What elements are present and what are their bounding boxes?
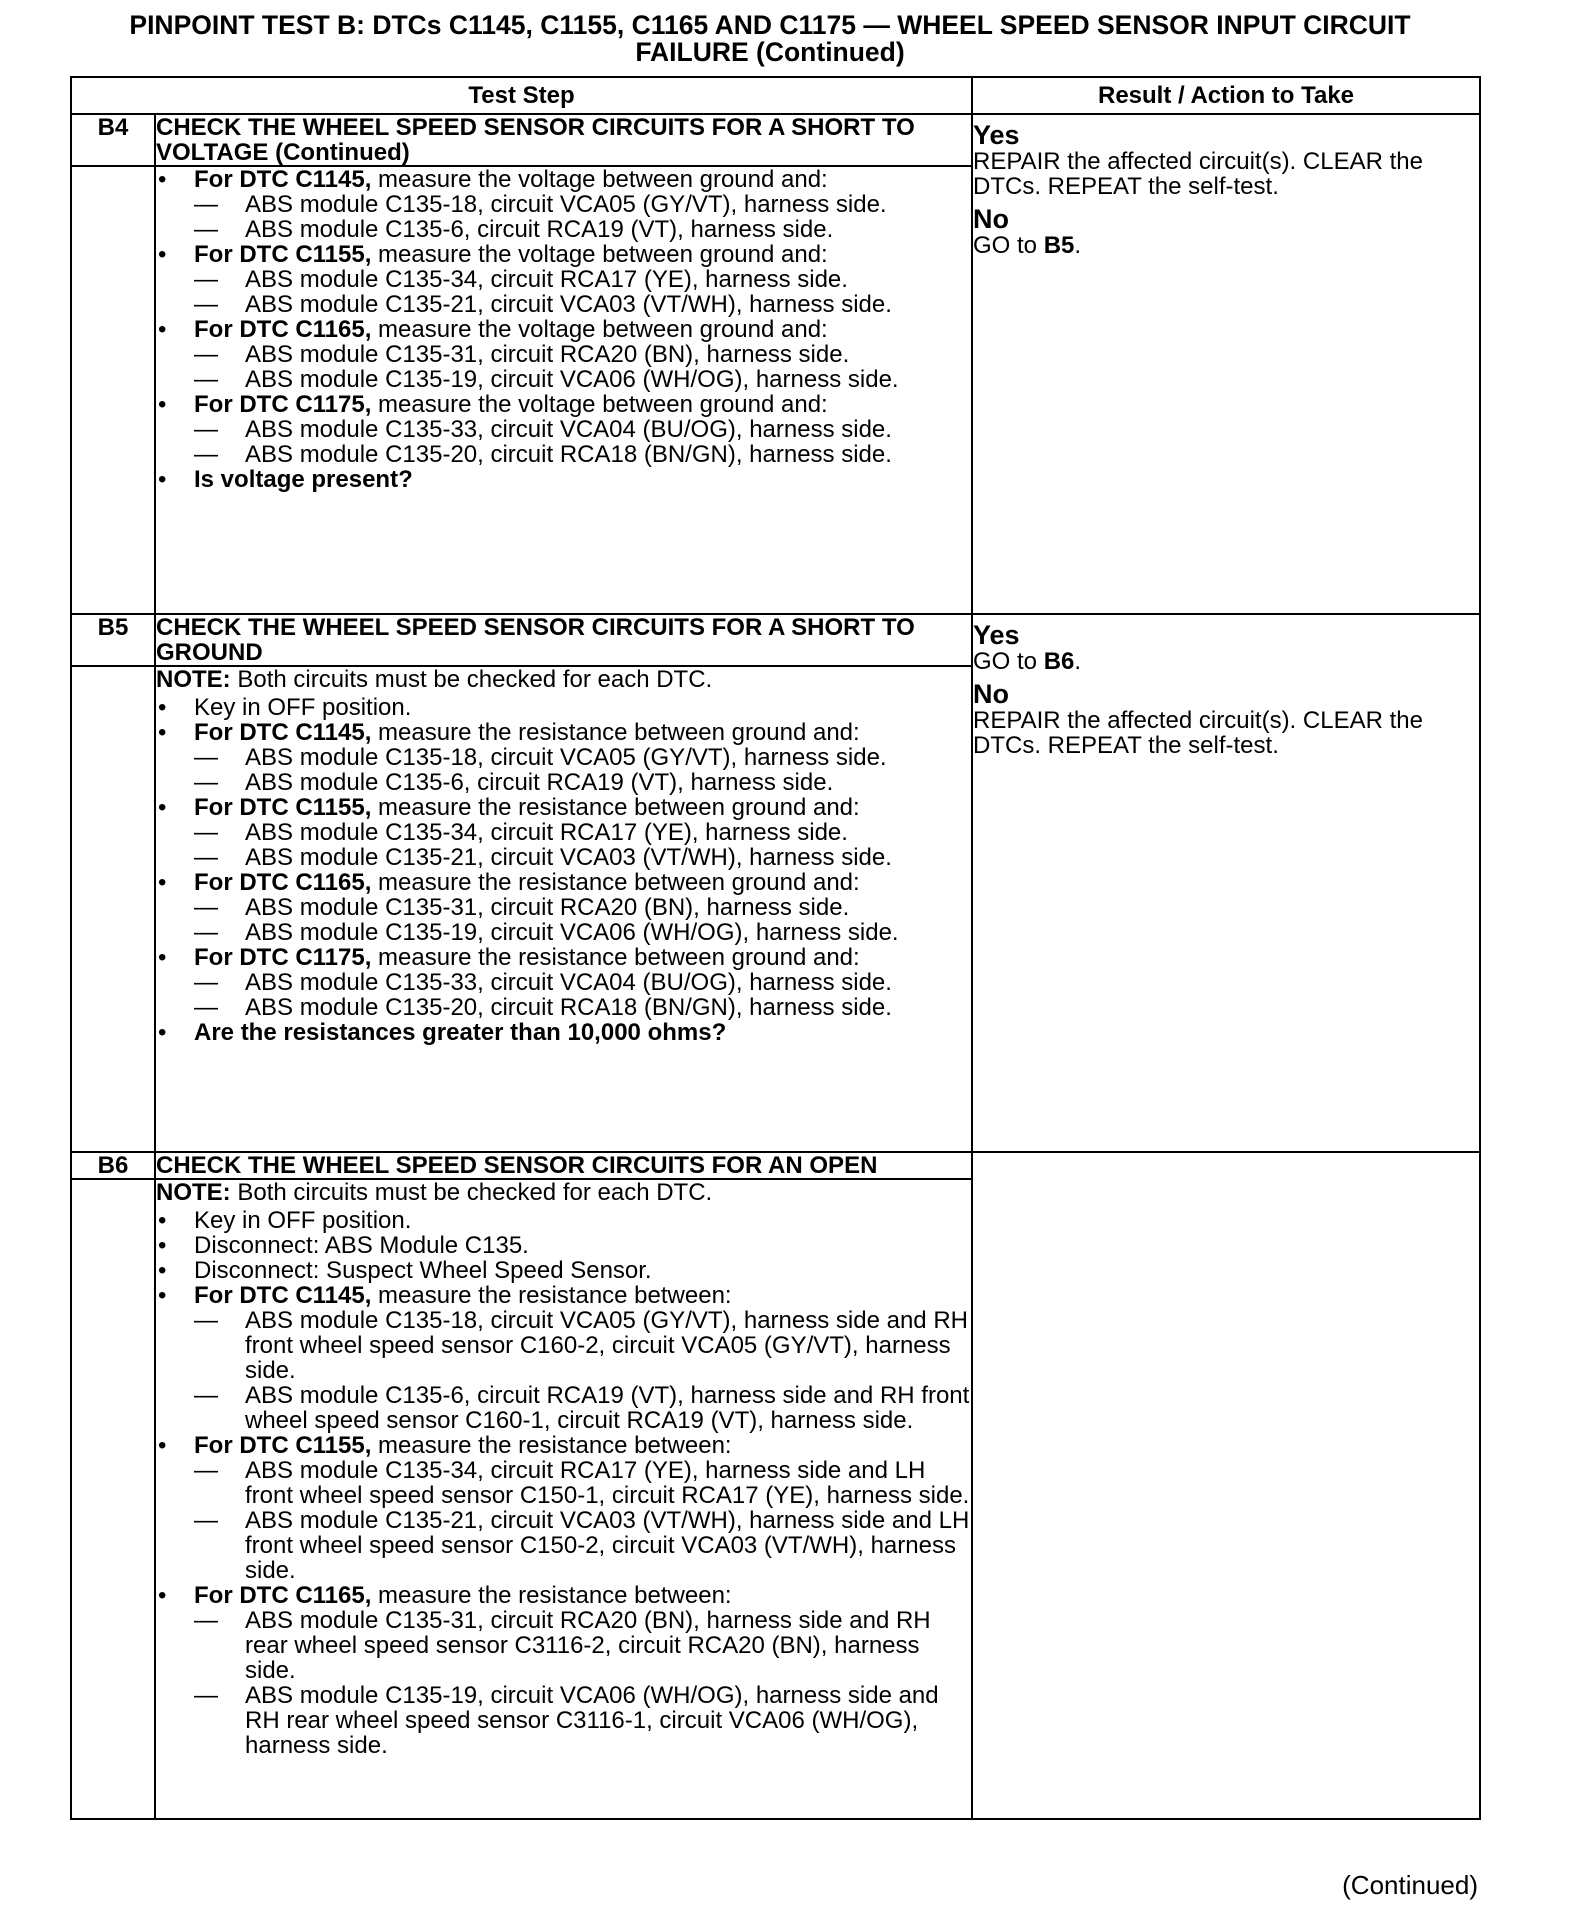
step-b4-bullet-list	[156, 167, 971, 492]
list-item: • For DTC C1145, measure the resistance between: — ABS module C135-18, circuit VCA05 (GY/VT), harness side and RH front wheel speed sensor C160-2, circuit VCA05 (GY/VT), harness side. — ABS module C135-6, circuit RCA19 (VT), harness side and RH front wheel speed sensor C160-1, circuit RCA19 (VT), harness side.	[156, 1283, 971, 1433]
column-header-result: Result / Action to Take	[972, 77, 1480, 114]
result-no-label: No	[973, 204, 1009, 234]
list-subitem: — ABS module C135-18, circuit VCA05 (GY/VT), harness side.	[194, 745, 971, 770]
list-subitem: — ABS module C135-31, circuit RCA20 (BN), harness side.	[194, 895, 971, 920]
result-yes-suffix: .	[1074, 648, 1082, 675]
list-item-question: • Is voltage present?	[156, 467, 971, 492]
list-item: • For DTC C1175, measure the voltage between ground and: — ABS module C135-33, circuit VCA04 (BU/OG), harness side. — ABS module C135-20, circuit RCA18 (BN/GN), harness side.	[156, 392, 971, 467]
step-b5-result	[972, 614, 1480, 1152]
list-subitem: — ABS module C135-19, circuit VCA06 (WH/OG), harness side.	[194, 367, 971, 392]
list-subitem: — ABS module C135-6, circuit RCA19 (VT), harness side and RH front wheel speed sensor C160-1, circuit RCA19 (VT), harness side.	[194, 1383, 971, 1433]
list-item: • For DTC C1165, measure the voltage between ground and: — ABS module C135-31, circuit RCA20 (BN), harness side. — ABS module C135-19, circuit VCA06 (WH/OG), harness side.	[156, 317, 971, 392]
page-title: PINPOINT TEST B: DTCs C1145, C1155, C1165 AND C1175 — WHEEL SPEED SENSOR INPUT CIRCUIT FAILURE (Continued)	[129, 10, 1411, 67]
list-subitem: — ABS module C135-21, circuit VCA03 (VT/WH), harness side and LH front wheel speed sensor C150-2, circuit VCA03 (VT/WH), harness side.	[194, 1508, 971, 1583]
result-no-step-ref: B5	[1043, 232, 1075, 259]
result-no-suffix: .	[1074, 232, 1082, 259]
result-yes-label: Yes	[973, 120, 1020, 150]
list-item-question: • Are the resistances greater than 10,000 ohms?	[156, 1020, 971, 1045]
step-b4-result	[972, 114, 1480, 614]
list-subitem: — ABS module C135-31, circuit RCA20 (BN), harness side and RH rear wheel speed sensor C3116-2, circuit RCA20 (BN), harness side.	[194, 1608, 971, 1683]
result-yes-text: REPAIR the affected circuit(s). CLEAR the DTCs. REPEAT the self-test.	[973, 148, 1423, 200]
step-number: B4	[71, 114, 155, 166]
pinpoint-test-table	[70, 76, 1481, 1820]
list-item: • For DTC C1155, measure the voltage between ground and: — ABS module C135-34, circuit RCA17 (YE), harness side. — ABS module C135-21, circuit VCA03 (VT/WH), harness side.	[156, 242, 971, 317]
list-subitem: — ABS module C135-19, circuit VCA06 (WH/OG), harness side.	[194, 920, 971, 945]
note: NOTE: Both circuits must be checked for each DTC.	[156, 1179, 713, 1206]
list-subitem: — ABS module C135-6, circuit RCA19 (VT), harness side.	[194, 217, 971, 242]
list-item: • For DTC C1165, measure the resistance between ground and: — ABS module C135-31, circuit RCA20 (BN), harness side. — ABS module C135-19, circuit VCA06 (WH/OG), harness side.	[156, 870, 971, 945]
step-number-spacer	[71, 166, 155, 614]
list-item: • For DTC C1155, measure the resistance between: — ABS module C135-34, circuit RCA17 (YE), harness side and LH front wheel speed sensor C150-1, circuit RCA17 (YE), harness side. — ABS module C135-21, circuit VCA03 (VT/WH), harness side and LH front wheel speed sensor C150-2, circuit VCA03 (VT/WH), harness side.	[156, 1433, 971, 1583]
step-b6-bullet-list	[156, 1208, 971, 1758]
list-item: • For DTC C1145, measure the resistance between ground and: — ABS module C135-18, circuit VCA05 (GY/VT), harness side. — ABS module C135-6, circuit RCA19 (VT), harness side.	[156, 720, 971, 795]
continued-footer: (Continued)	[1342, 1870, 1478, 1900]
list-item: • For DTC C1145, measure the voltage between ground and: — ABS module C135-18, circuit VCA05 (GY/VT), harness side. — ABS module C135-6, circuit RCA19 (VT), harness side.	[156, 167, 971, 242]
column-header-test-step: Test Step	[71, 77, 972, 114]
step-b5-heading-row	[71, 614, 1480, 666]
list-subitem: — ABS module C135-34, circuit RCA17 (YE), harness side.	[194, 820, 971, 845]
step-number: B6	[71, 1152, 155, 1179]
list-subitem: — ABS module C135-21, circuit VCA03 (VT/WH), harness side.	[194, 292, 971, 317]
step-heading: CHECK THE WHEEL SPEED SENSOR CIRCUITS FOR A SHORT TO GROUND	[155, 614, 972, 666]
list-subitem: — ABS module C135-34, circuit RCA17 (YE), harness side.	[194, 267, 971, 292]
list-subitem: — ABS module C135-18, circuit VCA05 (GY/VT), harness side.	[194, 192, 971, 217]
list-item: • Key in OFF position.	[156, 1208, 971, 1233]
step-heading: CHECK THE WHEEL SPEED SENSOR CIRCUITS FOR A SHORT TO VOLTAGE (Continued)	[155, 114, 972, 166]
list-item: • For DTC C1155, measure the resistance between ground and: — ABS module C135-34, circuit RCA17 (YE), harness side. — ABS module C135-21, circuit VCA03 (VT/WH), harness side.	[156, 795, 971, 870]
list-subitem: — ABS module C135-19, circuit VCA06 (WH/OG), harness side and RH rear wheel speed sensor C3116-1, circuit VCA06 (WH/OG), harness side.	[194, 1683, 971, 1758]
note: NOTE: Both circuits must be checked for each DTC.	[156, 666, 713, 693]
result-yes-text	[973, 649, 1479, 674]
step-number-spacer	[71, 666, 155, 1152]
list-subitem: — ABS module C135-33, circuit VCA04 (BU/OG), harness side.	[194, 417, 971, 442]
step-b4-body	[155, 166, 972, 614]
list-subitem: — ABS module C135-6, circuit RCA19 (VT), harness side.	[194, 770, 971, 795]
list-subitem: — ABS module C135-20, circuit RCA18 (BN/GN), harness side.	[194, 442, 971, 467]
list-subitem: — ABS module C135-33, circuit VCA04 (BU/OG), harness side.	[194, 970, 971, 995]
result-no-text	[973, 233, 1479, 258]
step-b4-heading-row	[71, 114, 1480, 166]
result-yes-step-ref: B6	[1043, 648, 1075, 675]
table-header-row	[71, 77, 1480, 114]
list-subitem: — ABS module C135-31, circuit RCA20 (BN), harness side.	[194, 342, 971, 367]
result-no-prefix: GO to	[973, 232, 1044, 259]
list-subitem: — ABS module C135-34, circuit RCA17 (YE), harness side and LH front wheel speed sensor C150-1, circuit RCA17 (YE), harness side.	[194, 1458, 971, 1508]
step-b5-bullet-list	[156, 695, 971, 1045]
step-number: B5	[71, 614, 155, 666]
list-item: • Disconnect: Suspect Wheel Speed Sensor.	[156, 1258, 971, 1283]
step-b6-heading-row	[71, 1152, 1480, 1179]
step-b6-result	[972, 1152, 1480, 1819]
list-item: • For DTC C1165, measure the resistance between: — ABS module C135-31, circuit RCA20 (BN), harness side and RH rear wheel speed sensor C3116-2, circuit RCA20 (BN), harness side. — ABS module C135-19, circuit VCA06 (WH/OG), harness side and RH rear wheel speed sensor C3116-1, circuit VCA06 (WH/OG), harness side.	[156, 1583, 971, 1758]
step-heading: CHECK THE WHEEL SPEED SENSOR CIRCUITS FOR AN OPEN	[155, 1152, 972, 1179]
list-item: • Key in OFF position.	[156, 695, 971, 720]
step-b6-body	[155, 1179, 972, 1819]
result-no-text: REPAIR the affected circuit(s). CLEAR the DTCs. REPEAT the self-test.	[973, 707, 1423, 759]
list-item: • For DTC C1175, measure the resistance between ground and: — ABS module C135-33, circuit VCA04 (BU/OG), harness side. — ABS module C135-20, circuit RCA18 (BN/GN), harness side.	[156, 945, 971, 1020]
step-number-spacer	[71, 1179, 155, 1819]
result-yes-prefix: GO to	[973, 648, 1044, 675]
result-yes-label: Yes	[973, 620, 1020, 650]
list-subitem: — ABS module C135-21, circuit VCA03 (VT/WH), harness side.	[194, 845, 971, 870]
result-no-label: No	[973, 679, 1009, 709]
list-subitem: — ABS module C135-18, circuit VCA05 (GY/VT), harness side and RH front wheel speed sensor C160-2, circuit VCA05 (GY/VT), harness side.	[194, 1308, 971, 1383]
step-b5-body	[155, 666, 972, 1152]
list-subitem: — ABS module C135-20, circuit RCA18 (BN/GN), harness side.	[194, 995, 971, 1020]
list-item: • Disconnect: ABS Module C135.	[156, 1233, 971, 1258]
